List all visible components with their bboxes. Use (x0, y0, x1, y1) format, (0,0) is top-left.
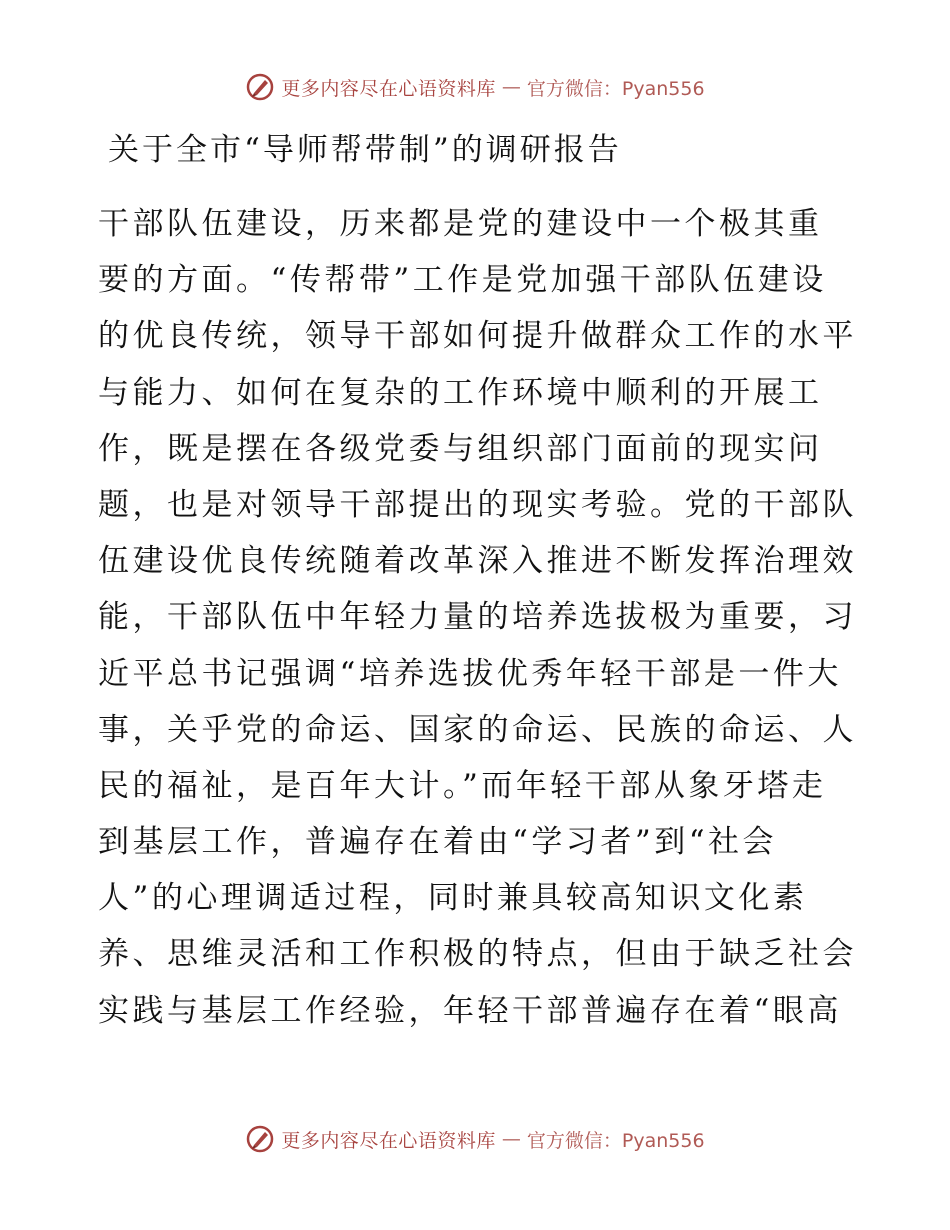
banner-main-text: 更多内容尽在心语资料库 (281, 77, 496, 100)
banner-main-text: 更多内容尽在心语资料库 (281, 1129, 496, 1152)
body-line: 到基层工作，普遍存在着由“学习者”到“社会 (98, 824, 778, 861)
body-line: 的优良传统，领导干部如何提升做群众工作的水平 (98, 318, 857, 355)
body-line: 民的福祉，是百年大计。”而年轻干部从象牙塔走 (98, 767, 827, 804)
body-line: 伍建设优良传统随着改革深入推进不断发挥治理效 (98, 543, 857, 580)
banner-wechat-text: 官方微信：Pyan556 (526, 1129, 705, 1152)
header-banner (0, 72, 950, 102)
document-body (98, 196, 858, 1039)
body-line: 干部队伍建设，历来都是党的建设中一个极其重 (98, 206, 823, 242)
body-line: 事，关乎党的命运、国家的命运、民族的命运、人 (98, 711, 857, 748)
document-title: 关于全市“导师帮带制”的调研报告 (108, 132, 622, 168)
body-line: 作，既是摆在各级党委与组织部门面前的现实问 (98, 430, 823, 467)
body-line: 与能力、如何在复杂的工作环境中顺利的开展工 (98, 374, 823, 411)
banner-dash: — (501, 76, 521, 98)
banner-wechat-text: 官方微信：Pyan556 (526, 77, 705, 100)
body-line: 要的方面。“传帮带”工作是党加强干部队伍建设 (98, 262, 827, 299)
body-line: 能，干部队伍中年轻力量的培养选拔极为重要，习 (98, 599, 857, 636)
pen-logo-icon (245, 72, 275, 102)
pen-logo-icon (245, 1124, 275, 1154)
body-line: 实践与基层工作经验，年轻干部普遍存在着“眼高 (98, 992, 842, 1029)
body-line: 人”的心理调适过程，同时兼具较高知识文化素 (98, 880, 808, 917)
body-line: 近平总书记强调“培养选拔优秀年轻干部是一件大 (98, 655, 842, 692)
footer-banner (0, 1124, 950, 1154)
body-line: 题，也是对领导干部提出的现实考验。党的干部队 (98, 486, 857, 523)
banner-dash: — (501, 1128, 521, 1150)
body-line: 养、思维灵活和工作积极的特点，但由于缺乏社会 (98, 936, 857, 973)
